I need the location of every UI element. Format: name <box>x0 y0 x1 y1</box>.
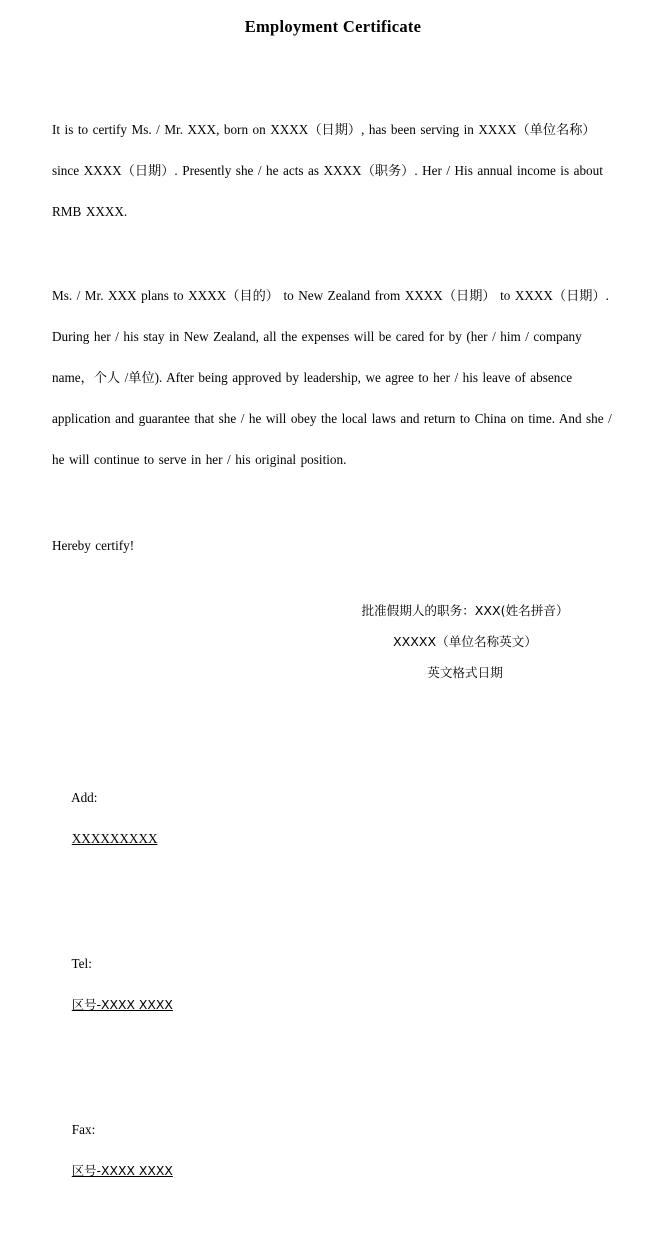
signature-line-company: XXXXX（单位名称英文） <box>393 634 537 649</box>
paragraph-certify: It is to certify Ms. / Mr. XXX, born on XXXX（日期）, has been serving in XXXX（单位名称） since XXXX（日期）. Presently she / he acts as XXXX（职务）. Her / His annual income is about RMB XXXX. <box>52 122 603 219</box>
paragraph-closing: Hereby certify! <box>52 538 135 553</box>
signature-block <box>300 595 630 688</box>
signature-line-title: 批准假期人的职务：XXX(姓名拼音） <box>361 603 569 618</box>
contact-address-label: Add: <box>71 789 98 805</box>
page-title: Employment Certificate <box>244 17 422 36</box>
contact-fax <box>52 1067 552 1233</box>
paragraph-travel: Ms. / Mr. XXX plans to XXXX（目的） to New Zealand from XXXX（日期） to XXXX（日期）. During her / his stay in New Zealand, all the expenses will be cared for by (her / him / company name，个人 /单位). After being approved by leadership, we agree to her / his leave of absence application and guarantee that she / he will obey the local laws and return to China on time. And she / he will continue to serve in her / his original position. <box>52 288 612 467</box>
contact-fax-label: Fax: <box>71 1121 96 1137</box>
contact-block <box>52 735 552 1233</box>
contact-tel <box>52 901 552 1067</box>
contact-tel-value: 区号-XXXX XXXX <box>71 997 173 1012</box>
document-page <box>0 17 666 1178</box>
contact-tel-label: Tel: <box>71 955 92 971</box>
contact-address <box>52 735 552 901</box>
signature-line-date: 英文格式日期 <box>427 665 503 680</box>
contact-fax-value: 区号-XXXX XXXX <box>71 1163 173 1178</box>
contact-address-value: XXXXXXXXX <box>71 831 158 846</box>
